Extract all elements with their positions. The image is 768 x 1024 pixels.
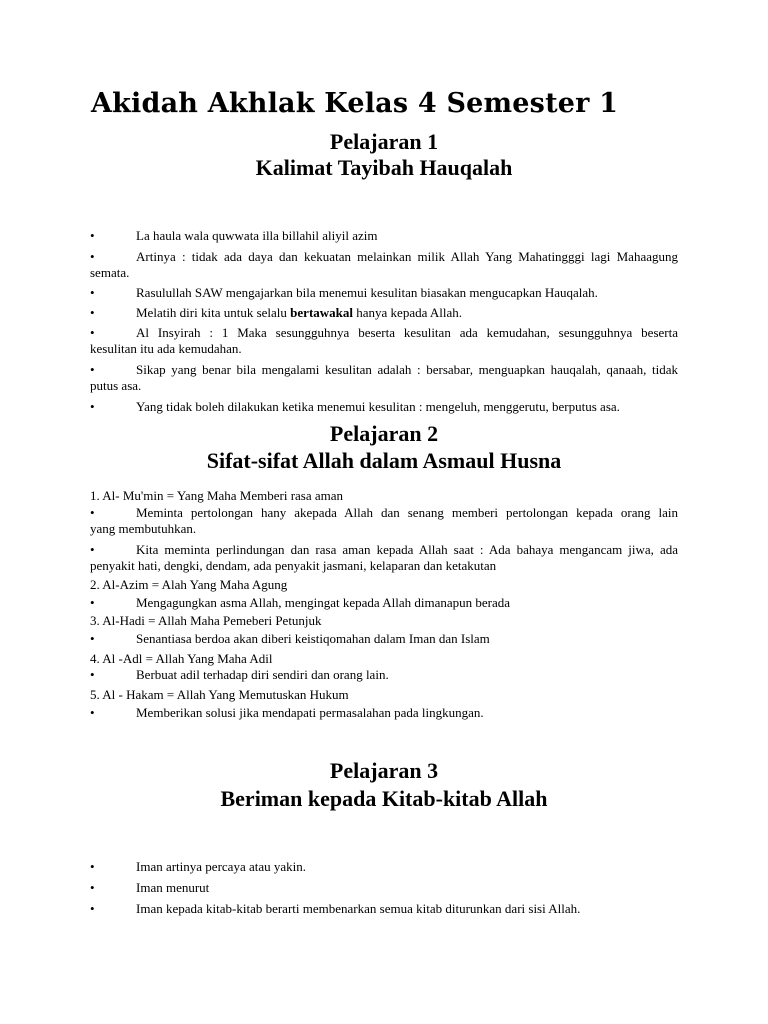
lesson-3-title: Beriman kepada Kitab-kitab Allah bbox=[220, 786, 548, 811]
lesson-1-bullet-7: • Yang tidak boleh dilakukan ketika menemui kesulitan : mengeluh, menggerutu, berputus asa. bbox=[90, 399, 620, 414]
document-title: Akidah Akhlak Kelas 4 Semester 1 bbox=[91, 88, 619, 119]
bullet-glyph: • bbox=[90, 305, 95, 320]
lesson-1-bullet-5: • Al Insyirah : 1 Maka sesungguhnya beserta kesulitan ada kemudahan, sesungguhnya beserta kesulitan itu ada kemudahan. bbox=[90, 325, 678, 356]
lesson-2-number: Pelajaran 2 bbox=[329, 421, 439, 446]
bullet-glyph: • bbox=[90, 362, 95, 377]
bullet-glyph: • bbox=[90, 228, 95, 243]
lesson-2-bullet-6: • Memberikan solusi jika mendapati permasalahan pada lingkungan. bbox=[90, 705, 484, 720]
bullet-glyph: • bbox=[90, 901, 95, 916]
bullet-glyph: • bbox=[90, 595, 95, 610]
lesson-1-bullet-4: • Melatih diri kita untuk selalu bertawakal hanya kepada Allah. bbox=[90, 305, 463, 320]
lesson-2-item-2: 2. Al-Azim = Alah Yang Maha Agung bbox=[90, 577, 288, 592]
bullet-glyph: • bbox=[90, 399, 95, 414]
lesson-2-bullet-3: • Mengagungkan asma Allah, mengingat kepada Allah dimanapun berada bbox=[90, 595, 510, 610]
emphasis-bertawakal: bertawakal bbox=[290, 305, 354, 320]
lesson-1-bullet-2: • Artinya : tidak ada daya dan kekuatan melainkan milik Allah Yang Mahatingggi lagi Mahaagung semata. bbox=[90, 249, 678, 280]
bullet-glyph: • bbox=[90, 542, 95, 557]
lesson-1-bullet-6: • Sikap yang benar bila mengalami kesulitan adalah : bersabar, menguapkan hauqalah, qanaah, tidak putus asa. bbox=[90, 362, 678, 393]
lesson-1-number: Pelajaran 1 bbox=[329, 129, 439, 154]
lesson-3-bullet-1: • Iman artinya percaya atau yakin. bbox=[90, 859, 306, 874]
lesson-2-bullet-5: • Berbuat adil terhadap diri sendiri dan orang lain. bbox=[90, 667, 389, 682]
lesson-2-item-1: 1. Al- Mu'min = Yang Maha Memberi rasa aman bbox=[90, 488, 344, 503]
bullet-glyph: • bbox=[90, 631, 95, 646]
bullet-glyph: • bbox=[90, 880, 95, 895]
bullet-glyph: • bbox=[90, 705, 95, 720]
lesson-2-bullet-2: • Kita meminta perlindungan dan rasa aman kepada Allah saat : Ada bahaya mengancam jiwa, ada penyakit hati, dengki, dendam, ada penyakit jasmani, kelaparan dan ketakutan bbox=[90, 542, 678, 573]
lesson-3-number: Pelajaran 3 bbox=[329, 758, 439, 783]
bullet-glyph: • bbox=[90, 859, 95, 874]
lesson-2-bullet-1: • Meminta pertolongan hany akepada Allah dan senang memberi pertolongan kepada orang lain yang membutuhkan. bbox=[90, 505, 678, 536]
lesson-2-bullet-4: • Senantiasa berdoa akan diberi keistiqomahan dalam Iman dan Islam bbox=[90, 631, 490, 646]
lesson-2-title: Sifat-sifat Allah dalam Asmaul Husna bbox=[206, 448, 562, 473]
lesson-2-item-4: 4. Al -Adl = Allah Yang Maha Adil bbox=[90, 651, 273, 666]
lesson-1-bullet-3: • Rasulullah SAW mengajarkan bila menemui kesulitan biasakan mengucapkan Hauqalah. bbox=[90, 285, 598, 300]
lesson-2-item-3: 3. Al-Hadi = Allah Maha Pemeberi Petunjuk bbox=[90, 613, 322, 628]
bullet-glyph: • bbox=[90, 285, 95, 300]
bullet-glyph: • bbox=[90, 667, 95, 682]
lesson-3-bullet-2: • Iman menurut bbox=[90, 880, 210, 895]
bullet-glyph: • bbox=[90, 325, 95, 340]
lesson-3-bullet-3: • Iman kepada kitab-kitab berarti membenarkan semua kitab diturunkan dari sisi Allah. bbox=[90, 901, 581, 916]
bullet-glyph: • bbox=[90, 505, 95, 520]
bullet-glyph: • bbox=[90, 249, 95, 264]
lesson-1-title: Kalimat Tayibah Hauqalah bbox=[255, 155, 513, 180]
lesson-1-bullet-1: • La haula wala quwwata illa billahil aliyil azim bbox=[90, 228, 378, 243]
lesson-2-item-5: 5. Al - Hakam = Allah Yang Memutuskan Hukum bbox=[90, 687, 349, 702]
